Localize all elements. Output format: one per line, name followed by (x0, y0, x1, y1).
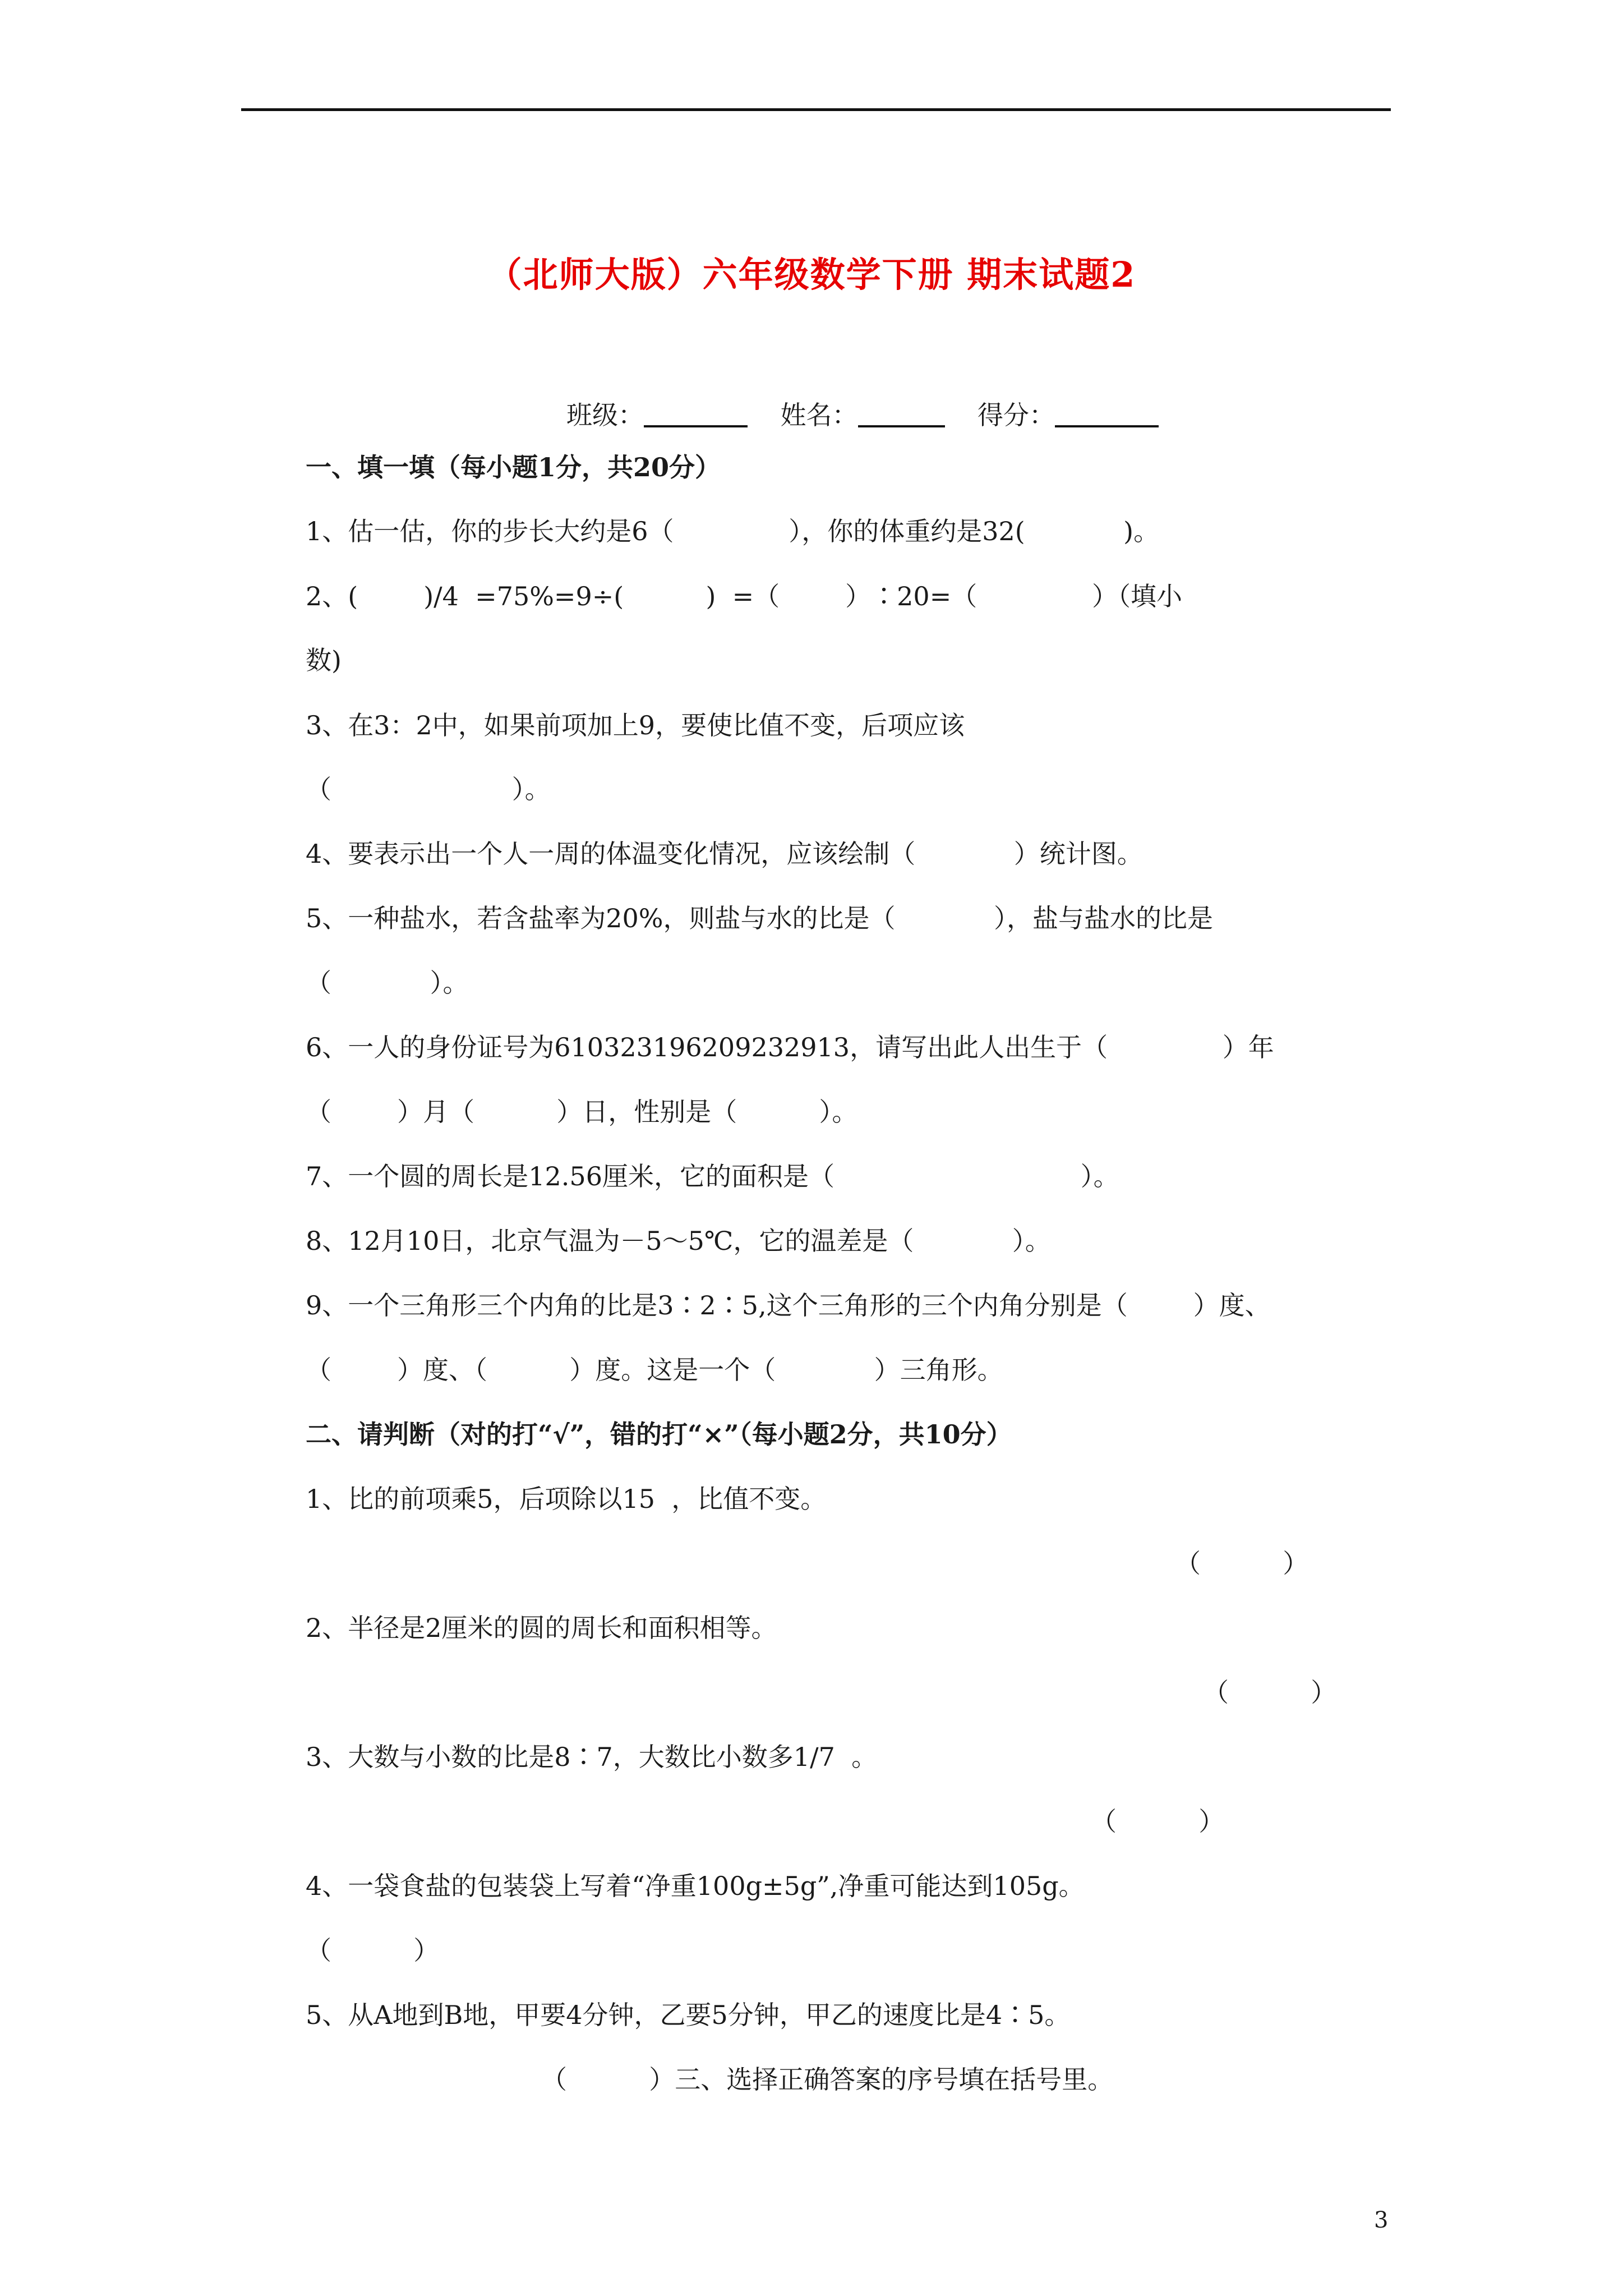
judge-5: 5、从A地到B地，甲要4分钟，乙要5分钟，甲乙的速度比是4∶5。 (306, 2000, 1071, 2030)
student-info-row (566, 398, 1159, 432)
judge-1-answer[interactable]: （ ） (1175, 1548, 1309, 1579)
judge-2-answer[interactable]: （ ） (1203, 1677, 1337, 1708)
question-6: 6、一人的身份证号为610323196209232913，请写出此人出生于（ ）年 (306, 1032, 1274, 1062)
judge-5-answer-and-section-3: （ ）三、选择正确答案的序号填在括号里。 (541, 2064, 1114, 2095)
class-blank[interactable] (644, 403, 748, 427)
judge-3-answer[interactable]: （ ） (1091, 1806, 1225, 1837)
name-blank[interactable] (858, 403, 945, 427)
question-1: 1、估一估，你的步长大约是6（ ），你的体重约是32( )。 (306, 516, 1160, 546)
question-2: 2、( )/4 =75%=9÷( ) =（ ）∶20=（ ）（填小 (306, 581, 1182, 611)
question-3: 3、在3：2中，如果前项加上9，要使比值不变，后项应该 (306, 710, 965, 740)
question-2-cont: 数) (306, 645, 342, 675)
judge-3: 3、大数与小数的比是8∶7，大数比小数多1/7 。 (306, 1742, 878, 1772)
question-8: 8、12月10日，北京气温为－5～5℃，它的温差是（ ）。 (306, 1226, 1051, 1256)
judge-4-answer[interactable]: （ ） (306, 1935, 440, 1966)
question-9: 9、一个三角形三个内角的比是3∶2∶5,这个三角形的三个内角分别是（ ）度、 (306, 1290, 1271, 1320)
question-7: 7、一个圆的周长是12.56厘米，它的面积是（ ）。 (306, 1161, 1119, 1191)
score-blank[interactable] (1055, 403, 1159, 427)
page-title: （北师大版）六年级数学下册 期末试题2 (487, 254, 1136, 295)
question-5: 5、一种盐水，若含盐率为20%，则盐与水的比是（ ），盐与盐水的比是 (306, 903, 1213, 933)
name-label: 姓名： (780, 400, 858, 430)
judge-2: 2、半径是2厘米的圆的周长和面积相等。 (306, 1613, 777, 1643)
page-number: 3 (1374, 2207, 1389, 2233)
judge-1: 1、比的前项乘5，后项除以15 ，比值不变。 (306, 1484, 827, 1514)
section-1-heading: 一、填一填（每小题1分，共20分） (306, 452, 721, 482)
section-2-heading: 二、请判断（对的打“√”，错的打“×”（每小题2分，共10分） (306, 1419, 1012, 1450)
header-rule (241, 108, 1391, 111)
question-5-cont: （ ）。 (306, 968, 469, 998)
question-4: 4、要表示出一个人一周的体温变化情况，应该绘制（ ）统计图。 (306, 839, 1143, 869)
question-3-cont: （ ）。 (306, 774, 551, 804)
judge-4: 4、一袋食盐的包装袋上写着“净重100g±5g”,净重可能达到105g。 (306, 1871, 1085, 1901)
score-label: 得分： (978, 400, 1055, 430)
class-label: 班级： (566, 400, 644, 430)
question-9-cont: （ ）度、（ ）度。这是一个（ ）三角形。 (306, 1355, 1003, 1385)
question-6-cont: （ ）月（ ）日，性别是（ ）。 (306, 1097, 858, 1127)
